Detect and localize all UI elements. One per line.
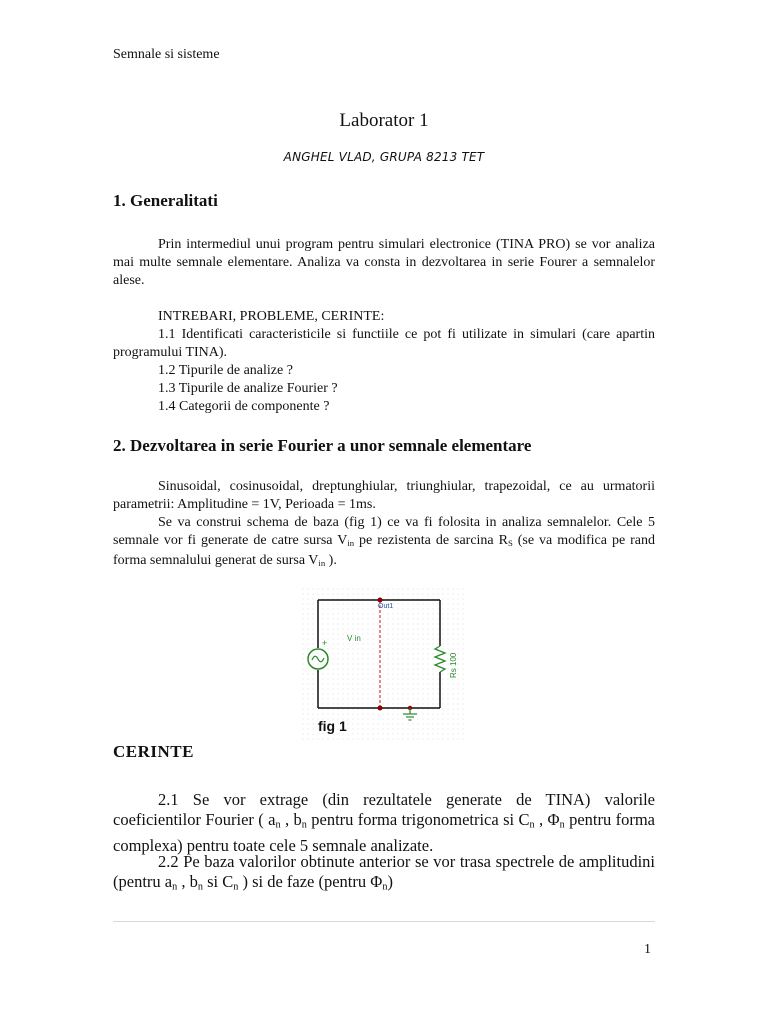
subscript: in — [347, 538, 355, 549]
questions-heading: INTREBARI, PROBLEME, CERINTE: — [158, 309, 385, 324]
subscript: S — [507, 538, 513, 549]
text-run: 2.2 Pe baza valorilor obtinute anterior se vor trasa spectrele de amplitudini (pentru a — [113, 852, 655, 891]
text-run: ) si de faze (pentru Φ — [238, 872, 383, 891]
subscript: n — [301, 819, 307, 831]
text-run: , Φ — [534, 810, 560, 829]
text-run: ). — [325, 553, 337, 569]
page-number: 1 — [644, 942, 651, 957]
document-title: Laborator 1 — [339, 110, 429, 131]
subscript: n — [275, 819, 281, 831]
vin-label: V in — [347, 634, 361, 643]
text-run: , b — [177, 872, 198, 891]
section-1-paragraph: Prin intermediul unui program pentru simulari electronice (TINA PRO) se vor analiza mai multe semnale elementare. Analiza va consta in dezvoltarea in serie Fourer a semnalelor alese. — [113, 237, 655, 288]
plus-sign: + — [322, 638, 328, 648]
text-run: pe rezistenta de sarcina R — [354, 533, 508, 548]
section-2-paragraph-1: Sinusoidal, cosinusoidal, dreptunghiular, triunghiular, trapezoidal, ce au urmatorii parametrii: Amplitudine = 1V, Perioada = 1ms. — [113, 479, 655, 512]
subscript: n — [559, 819, 565, 831]
out1-label: Out1 — [378, 603, 394, 610]
section-2-paragraph-2 — [113, 514, 655, 572]
author-line: ANGHEL VLAD, GRUPA 8213 TET — [283, 150, 485, 164]
rs-label: Rs 100 — [449, 652, 458, 678]
node-top — [378, 598, 383, 603]
section-2-heading: 2. Dezvoltarea in serie Fourier a unor semnale elementare — [113, 436, 532, 455]
question-1-2: 1.2 Tipurile de analize ? — [158, 363, 293, 378]
subscript: n — [529, 819, 535, 831]
cerinte-heading: CERINTE — [113, 742, 194, 761]
question-1-1: 1.1 Identificati caracteristicile si functiile ce pot fi utilizate in simulari (care apartin programului TINA). — [113, 327, 655, 360]
requirement-2-1 — [113, 790, 655, 856]
subscript: in — [318, 558, 326, 569]
text-run: pentru forma complexa) pentru toate cele 5 semnale analizate. — [113, 810, 656, 855]
requirement-2-2 — [113, 852, 655, 898]
node-bottom — [378, 706, 383, 711]
footer-divider — [113, 921, 655, 922]
text-run: si C — [202, 872, 234, 891]
text-run: pentru forma trigonometrica si C — [306, 810, 530, 829]
running-header: Semnale si sisteme — [113, 47, 220, 62]
text-run: Se va construi schema de baza (fig 1) ce va fi folosita in analiza semnalelor. Cele 5 semnale vor fi generate de catre sursa V — [113, 515, 655, 548]
section-1-heading: 1. Generalitati — [113, 191, 218, 210]
text-run: , b — [280, 810, 302, 829]
subscript: n — [172, 881, 178, 893]
subscript: n — [197, 881, 203, 893]
subscript: n — [382, 881, 388, 893]
text-run: 2.1 Se vor extrage (din rezultatele generate de TINA) valorile coeficientilor Fourier ( a — [113, 790, 655, 829]
text-run: (se va modifica pe rand forma semnalului generat de sursa V — [113, 533, 656, 569]
text-run: ) — [387, 872, 393, 891]
figure-caption: fig 1 — [318, 718, 347, 734]
question-1-3: 1.3 Tipurile de analize Fourier ? — [158, 381, 338, 396]
question-1-4: 1.4 Categorii de componente ? — [158, 399, 330, 414]
subscript: n — [233, 881, 239, 893]
